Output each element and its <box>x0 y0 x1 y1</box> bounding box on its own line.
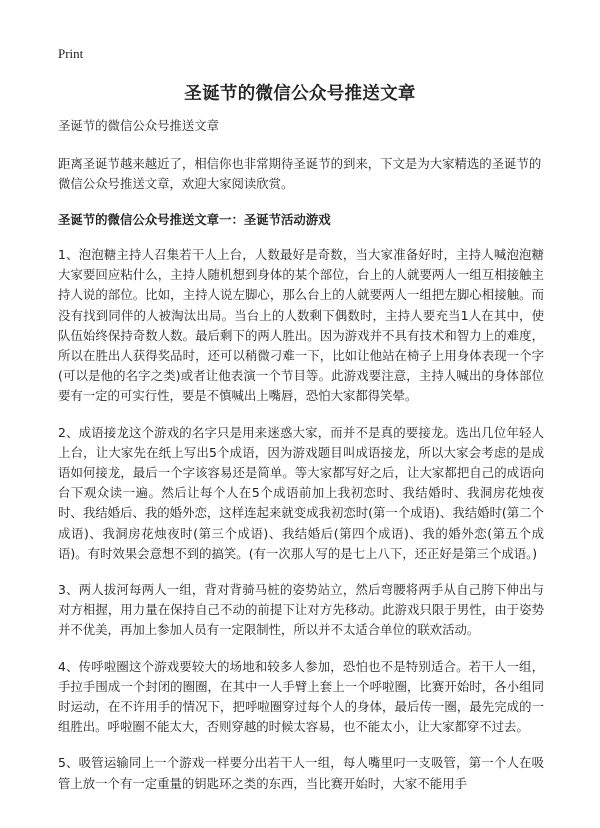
game-paragraph-5: 5、吸管运输同上一个游戏一样要分出若干人一组，每人嘴里叼一支吸管，第一个人在吸管上放一个有一定重量的钥匙环之类的东西，当比赛开始时，大家不能用手 <box>58 755 544 791</box>
game-paragraph-4: 4、传呼啦圈这个游戏要较大的场地和较多人参加，恐怕也不是特别适合。若干人一组，手拉手围成一个封闭的圈圈，在其中一人手臂上套上一个呼啦圈，比赛开始时，各小组同时运动，在不许用手的情况下，把呼啦圈穿过每个人的身体，最后传一圈，最先完成的一组胜出。呼啦圈不能太大，否则穿越的时候太容易，也不能太小，让大家都穿不过去。 <box>58 658 544 735</box>
intro-paragraph: 距离圣诞节越来越近了，相信你也非常期待圣诞节的到来，下文是为大家精选的圣诞节的微信公众号推送文章，欢迎大家阅读欣赏。 <box>58 156 542 191</box>
game-paragraph-2: 2、成语接龙这个游戏的名字只是用来迷惑大家，而并不是真的要接龙。选出几位年轻人上台，让大家先在纸上写出5个成语，因为游戏题目叫成语接龙，所以大家会考虑的是成语如何接龙，最后一个字该容易还是简单。等大家都写好之后，让大家都把自己的成语向台下观众读一遍。然后让每个人在5个成语前加上我初恋时、我结婚时、我洞房花烛夜时、我结婚后、我的婚外恋，这样连起来就变成我初恋时(第一个成语)、我结婚时(第二个成语)、我洞房花烛夜时(第三个成语)、我结婚后(第四个成语)、我的婚外恋(第五个成语)。有时效果会意想不到的搞笑。(有一次那人写的是七上八下，还正好是第三个成语。) <box>58 424 544 561</box>
article-body <box>58 116 544 810</box>
page-title: 圣诞节的微信公众号推送文章 <box>184 84 416 104</box>
print-link[interactable]: Print <box>58 46 84 61</box>
game-paragraph-1: 1、泡泡糖主持人召集若干人上台，人数最好是奇数，当大家准备好时，主持人喊泡泡糖大家要回应粘什么，主持人随机想到身体的某个部位，台上的人就要两人一组互相接触主持人说的部位。比如，主持人说左脚心，那么台上的人就要两人一组把左脚心相接触。而没有找到同伴的人被淘汰出局。当台上的人数剩下偶数时，主持人要充当1人在其中，使队伍始终保持奇数人数。最后剩下的两人胜出。因为游戏并不具有技术和智力上的难度，所以在胜出人获得奖品时，还可以稍微刁难一下，比如让他站在椅子上用身体表现一个字(可以是他的名字之类)或者让他表演一个节目等。此游戏要注意，主持人喊出的身体部位要有一定的可实行性，要是不慎喊出上嘴唇，恐怕大家都得笑晕。 <box>58 247 544 404</box>
game-paragraph-3: 3、两人拔河每两人一组，背对背骑马桩的姿势站立，然后弯腰将两手从自己胯下伸出与对方相握，用力量在保持自己不动的前提下让对方先移动。此游戏只限于男性，由于姿势并不优美，再加上参加人员有一定限制性，所以并不太适合单位的联欢活动。 <box>58 582 544 638</box>
article-subtitle: 圣诞节的微信公众号推送文章 <box>58 118 220 133</box>
section-heading: 圣诞节的微信公众号推送文章一：圣诞节活动游戏 <box>58 212 331 227</box>
